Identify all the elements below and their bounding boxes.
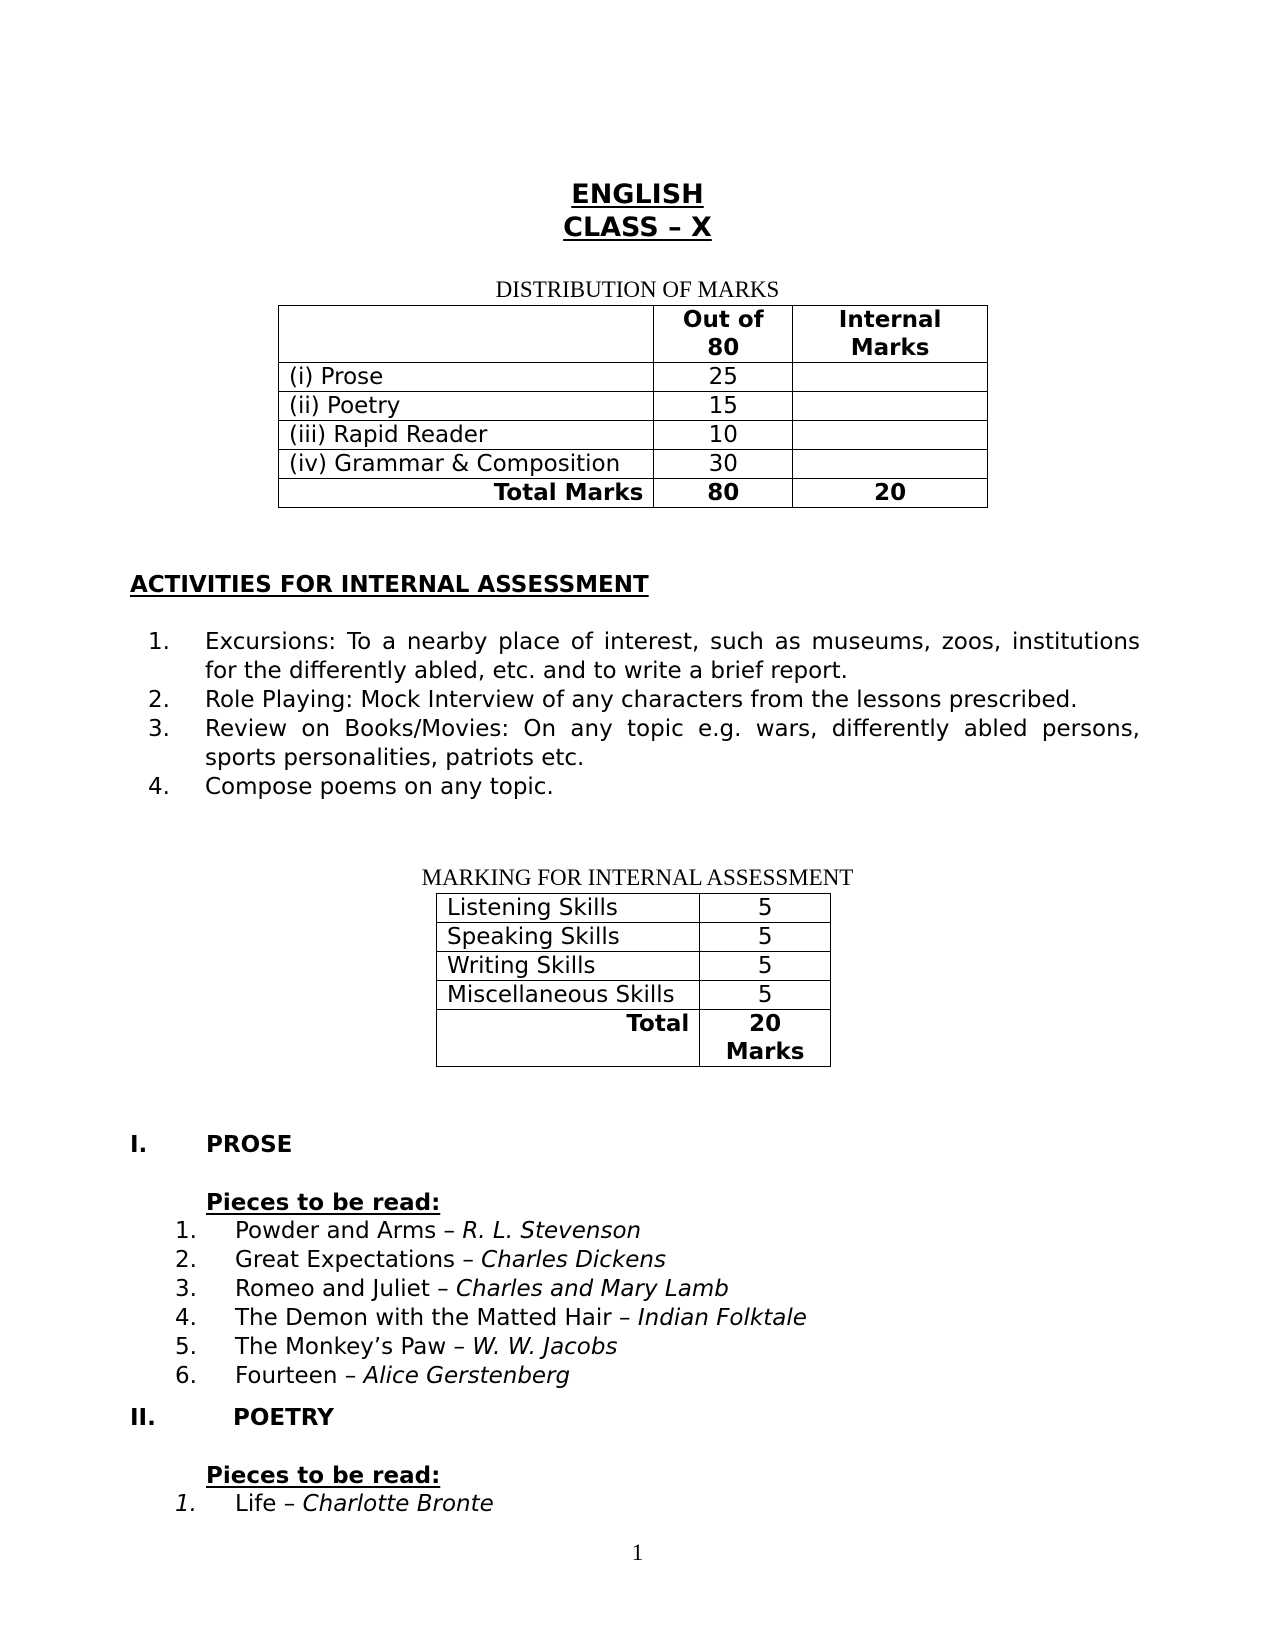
piece-title: Powder and Arms – (235, 1218, 463, 1244)
distribution-table (278, 305, 988, 508)
table-row (437, 894, 831, 923)
piece-author: Charles and Mary Lamb (455, 1276, 729, 1302)
section-label: (ii) Poetry (279, 392, 654, 421)
item-number: 3. (148, 716, 170, 742)
prose-list (175, 1217, 807, 1391)
piece-title: Great Expectations – (235, 1247, 482, 1273)
section-heading-poetry: POETRY (233, 1405, 334, 1431)
piece-author: Charles Dickens (481, 1247, 666, 1273)
skill-label: Speaking Skills (437, 923, 700, 952)
list-item (175, 1304, 807, 1333)
section-label: (i) Prose (279, 363, 654, 392)
table-row (279, 450, 988, 479)
skill-marks: 5 (700, 923, 831, 952)
piece-author: Alice Gerstenberg (363, 1363, 571, 1389)
list-item (130, 628, 1140, 686)
activities-heading: ACTIVITIES FOR INTERNAL ASSESSMENT (130, 572, 649, 598)
list-item (175, 1333, 807, 1362)
out-of-80-value: 15 (654, 392, 793, 421)
distribution-caption: DISTRIBUTION OF MARKS (495, 277, 780, 302)
skill-marks: 5 (700, 952, 831, 981)
out-of-80-value: 25 (654, 363, 793, 392)
item-number: 5. (175, 1334, 197, 1360)
internal-value (793, 450, 988, 479)
piece-title: Life – (235, 1491, 303, 1517)
total-value: 20 Marks (700, 1010, 831, 1067)
piece-title: The Demon with the Matted Hair – (235, 1305, 638, 1331)
item-number: 2. (175, 1247, 197, 1273)
skill-label: Miscellaneous Skills (437, 981, 700, 1010)
total-internal: 20 (793, 479, 988, 508)
item-number: 1. (148, 629, 170, 655)
total-label: Total (437, 1010, 700, 1067)
list-item (175, 1275, 807, 1304)
skill-marks: 5 (700, 894, 831, 923)
prose-subheading: Pieces to be read: (206, 1190, 441, 1216)
poetry-subheading: Pieces to be read: (206, 1463, 441, 1489)
table-row (279, 421, 988, 450)
title-subject: ENGLISH (571, 179, 704, 210)
item-text: Compose poems on any topic. (205, 774, 554, 800)
poetry-list (175, 1490, 494, 1519)
table-row (279, 392, 988, 421)
item-number: 4. (175, 1305, 197, 1331)
piece-author: R. L. Stevenson (462, 1218, 642, 1244)
piece-author: W. W. Jacobs (472, 1334, 618, 1360)
total-out-of-80: 80 (654, 479, 793, 508)
internal-value (793, 363, 988, 392)
list-item (175, 1217, 807, 1246)
table-row (437, 952, 831, 981)
list-item (130, 715, 1140, 773)
header-cell: Internal Marks (793, 306, 988, 363)
skill-label: Listening Skills (437, 894, 700, 923)
list-item (175, 1490, 494, 1519)
internal-value (793, 392, 988, 421)
piece-author: Indian Folktale (637, 1305, 807, 1331)
header-cell (279, 306, 654, 363)
table-total-row (437, 1010, 831, 1067)
list-item (130, 773, 1140, 802)
section-label: (iii) Rapid Reader (279, 421, 654, 450)
piece-title: Fourteen – (235, 1363, 364, 1389)
list-item (130, 686, 1140, 715)
table-row (437, 923, 831, 952)
item-number: 2. (148, 687, 170, 713)
item-text: Excursions: To a nearby place of interest, such as museums, zoos, institutions for the differently abled, etc. and to write a brief report. (205, 629, 1140, 684)
skill-label: Writing Skills (437, 952, 700, 981)
total-label: Total Marks (279, 479, 654, 508)
section-numeral: I. (130, 1132, 148, 1158)
page-number: 1 (631, 1540, 644, 1565)
item-number: 1. (175, 1218, 197, 1244)
table-row (437, 981, 831, 1010)
table-row (279, 363, 988, 392)
section-label: (iv) Grammar & Composition (279, 450, 654, 479)
table-total-row (279, 479, 988, 508)
document-title (0, 178, 1275, 244)
title-class: CLASS – X (563, 212, 712, 243)
piece-author: Charlotte Bronte (302, 1491, 494, 1517)
item-number: 4. (148, 774, 170, 800)
item-number: 6. (175, 1363, 197, 1389)
piece-title: Romeo and Juliet – (235, 1276, 456, 1302)
item-number: 1. (175, 1491, 197, 1517)
list-item (175, 1246, 807, 1275)
header-cell: Out of 80 (654, 306, 793, 363)
marking-caption: MARKING FOR INTERNAL ASSESSMENT (421, 865, 854, 890)
out-of-80-value: 10 (654, 421, 793, 450)
item-text: Review on Books/Movies: On any topic e.g. wars, differently abled persons, sports personalities, patriots etc. (205, 716, 1140, 771)
skill-marks: 5 (700, 981, 831, 1010)
table-header-row (279, 306, 988, 363)
item-number: 3. (175, 1276, 197, 1302)
list-item (175, 1362, 807, 1391)
item-text: Role Playing: Mock Interview of any characters from the lessons prescribed. (205, 687, 1078, 713)
section-heading-prose: PROSE (206, 1132, 293, 1158)
section-numeral: II. (130, 1405, 156, 1431)
activities-list (130, 628, 1140, 802)
out-of-80-value: 30 (654, 450, 793, 479)
marking-table (436, 893, 831, 1067)
piece-title: The Monkey’s Paw – (235, 1334, 473, 1360)
internal-value (793, 421, 988, 450)
